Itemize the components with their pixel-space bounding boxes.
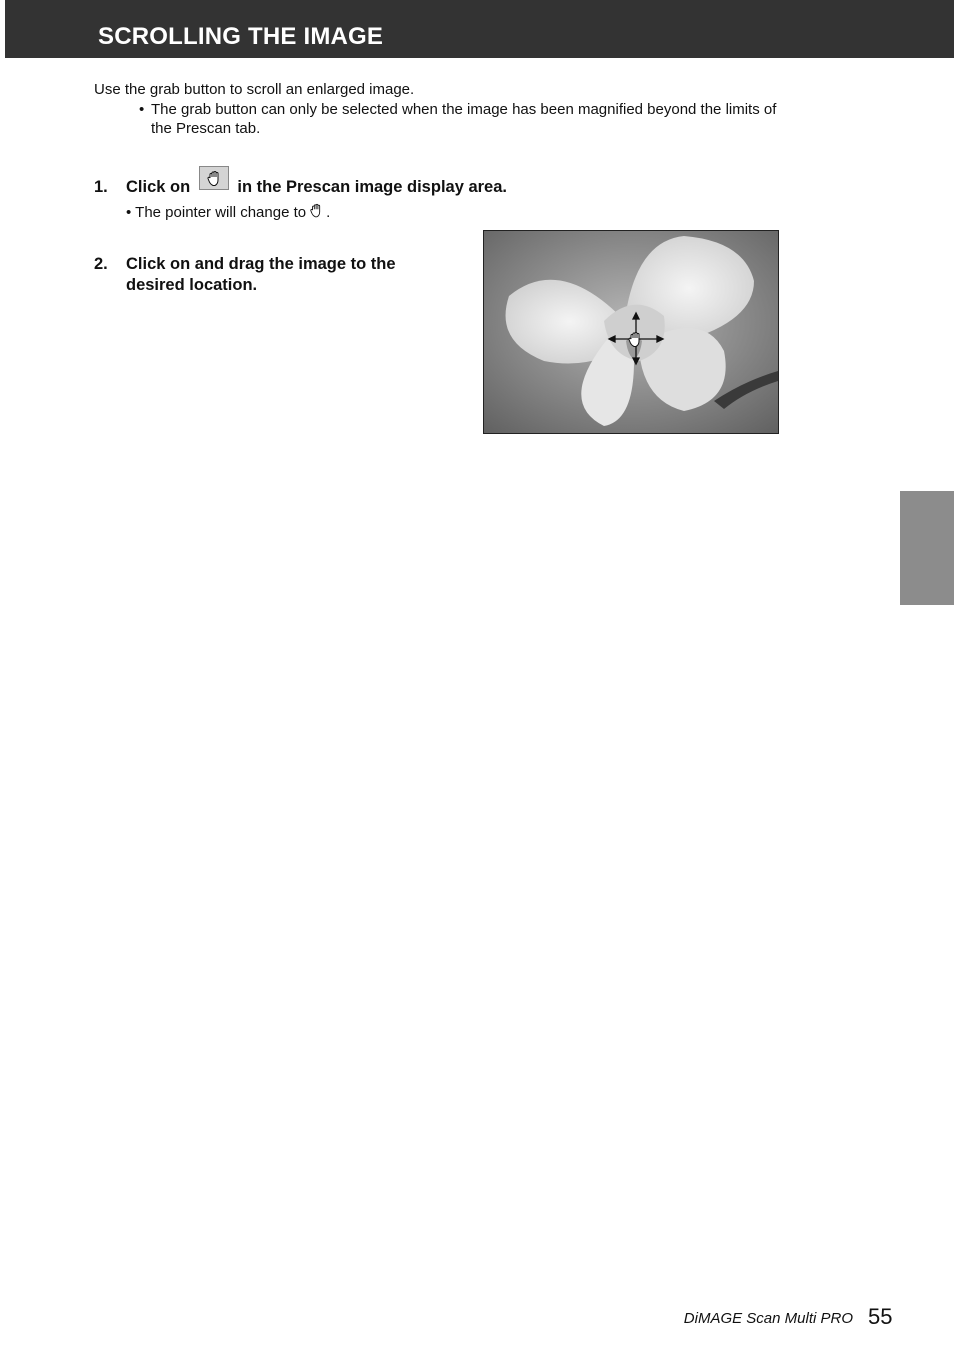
page-number: 55 [868, 1304, 893, 1329]
step-2 [94, 254, 436, 296]
intro-bullet [139, 100, 779, 138]
step-1-note [126, 203, 330, 222]
step-1-text-after: in the Prescan image display area. [237, 178, 507, 196]
page-title: SCROLLING THE IMAGE [98, 23, 384, 50]
step-1-text-before: Click on [126, 178, 191, 196]
step-1 [94, 172, 507, 198]
intro-bullet-text: The grab button can only be selected when the image has been magnified beyond the limits of the Prescan tab. [151, 101, 777, 137]
step-2-number: 2. [94, 255, 108, 273]
step-1-number: 1. [94, 178, 108, 196]
footer-product: DiMAGE Scan Multi PRO [683, 1310, 853, 1327]
intro-text: Use the grab button to scroll an enlarged image. [94, 81, 415, 98]
step-2-text: Click on and drag the image to the desired location. [126, 255, 396, 294]
side-tab [900, 491, 954, 605]
orchid-photo [483, 230, 779, 434]
bullet-mark: • [139, 101, 145, 118]
note-bullet-mark: • [126, 204, 132, 221]
hand-pointer-icon [309, 203, 325, 219]
step-1-note-end: . [326, 204, 331, 221]
grab-button[interactable] [199, 166, 229, 190]
step-1-note-text: The pointer will change to [135, 204, 307, 221]
grab-hand-icon [206, 170, 224, 188]
